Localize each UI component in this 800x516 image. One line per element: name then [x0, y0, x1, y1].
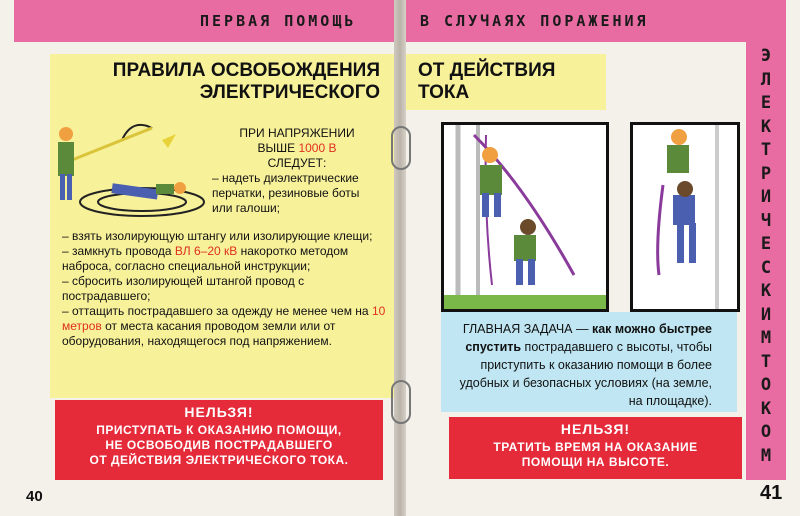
binding-ring-bottom: [391, 380, 411, 424]
side-title-letter: Т: [760, 351, 772, 372]
list-item: – сбросить изолирующей штангой провод с пострадавшего;: [62, 274, 305, 303]
main-task-text: [452, 320, 712, 410]
title-right-line2: ТОКА: [418, 82, 470, 103]
side-title-letter: М: [760, 445, 772, 466]
side-title-letter: О: [760, 375, 772, 396]
voltage-prefix: ВЫШЕ: [257, 141, 299, 155]
list-item: [62, 244, 388, 274]
page-title-right: [418, 60, 598, 104]
side-title-letter: М: [760, 328, 772, 349]
side-title-letter: И: [760, 304, 772, 325]
rescue-pole-illustration: [52, 120, 212, 222]
illustration-frame-2: [630, 122, 740, 312]
voltage-line3: СЛЕДУЕТ:: [267, 156, 327, 170]
warning-right-line: ТРАТИТЬ ВРЕМЯ НА ОКАЗАНИЕ: [493, 440, 698, 454]
side-title-letter: Л: [760, 69, 772, 90]
warning-right-title: НЕЛЬЗЯ!: [560, 421, 631, 437]
list-item-text: – оттащить пострадавшего за одежду не менее чем на: [62, 304, 372, 318]
rules-list: [62, 229, 388, 349]
warning-box-left: [55, 400, 383, 480]
book-spine: [394, 0, 406, 516]
tower-rescue-illustration: [444, 125, 606, 309]
side-title-letter: С: [760, 257, 772, 278]
list-item-text: – замкнуть провода: [62, 244, 175, 258]
voltage-rules: [212, 126, 382, 216]
list-item-highlight: 10 метров: [62, 304, 386, 333]
list-item-text: от места касания проводом земли или от оборудования, находящегося под напряжением.: [62, 319, 336, 348]
side-title-letter: Е: [760, 234, 772, 255]
list-item-highlight: ВЛ 6–20 кВ: [174, 244, 238, 258]
list-item: [62, 304, 388, 349]
side-vertical-title: [748, 46, 784, 466]
side-title-letter: Т: [760, 140, 772, 161]
side-title-letter: Ч: [760, 210, 772, 231]
voltage-item: – надеть диэлектрические перчатки, резиновые боты или галоши;: [212, 171, 360, 215]
voltage-line2: [212, 141, 382, 156]
warning-right-body: [449, 440, 742, 470]
page-number-right: 41: [760, 482, 783, 504]
binding-ring-top: [391, 126, 411, 170]
side-title-letter: К: [760, 281, 772, 302]
voltage-value: 1000 В: [298, 141, 337, 155]
side-title-letter: Е: [760, 93, 772, 114]
warning-left-line: ОТ ДЕЙСТВИЯ ЭЛЕКТРИЧЕСКОГО ТОКА.: [89, 453, 349, 467]
warning-left-body: [55, 423, 383, 468]
warning-right-line: ПОМОЩИ НА ВЫСОТЕ.: [521, 455, 670, 469]
side-title-letter: К: [760, 116, 772, 137]
main-task-bold: как можно быстрее спустить: [465, 322, 712, 354]
side-title-letter: Э: [760, 46, 772, 66]
list-item-text: накоротко методом наброса, согласно специальной инструкции;: [62, 244, 349, 273]
warning-left-title: НЕЛЬЗЯ!: [184, 404, 254, 420]
title-left-line2: ЭЛЕКТРИЧЕСКОГО: [199, 82, 380, 103]
header-right-text: В СЛУЧАЯХ ПОРАЖЕНИЯ: [420, 12, 649, 30]
list-item: – взять изолирующую штангу или изолирующие клещи;: [62, 229, 373, 243]
side-title-letter: О: [760, 422, 772, 443]
title-left-line1: ПРАВИЛА ОСВОБОЖДЕНИЯ: [112, 60, 380, 81]
side-title-letter: И: [760, 187, 772, 208]
side-title-letter: Р: [760, 163, 772, 184]
header-left-text: ПЕРВАЯ ПОМОЩЬ: [200, 12, 357, 30]
descent-rescue-illustration: [633, 125, 737, 309]
title-right-line1: ОТ ДЕЙСТВИЯ: [418, 60, 556, 81]
warning-left-line: ПРИСТУПАТЬ К ОКАЗАНИЮ ПОМОЩИ,: [96, 423, 342, 437]
main-task-label: ГЛАВНАЯ ЗАДАЧА —: [462, 322, 592, 336]
warning-box-right: [449, 417, 742, 479]
main-task-rest: пострадавшего с высоты, чтобы приступить к оказанию помощи в более удобных и безопасных условиях (на земле, на площадке).: [459, 340, 712, 408]
illustration-frame-1: [441, 122, 609, 312]
warning-left-line: НЕ ОСВОБОДИВ ПОСТРАДАВШЕГО: [105, 438, 333, 452]
page-title-left: [90, 60, 380, 104]
page-number-left: 40: [26, 488, 43, 505]
side-title-letter: К: [760, 398, 772, 419]
voltage-line1: ПРИ НАПРЯЖЕНИИ: [239, 126, 355, 140]
